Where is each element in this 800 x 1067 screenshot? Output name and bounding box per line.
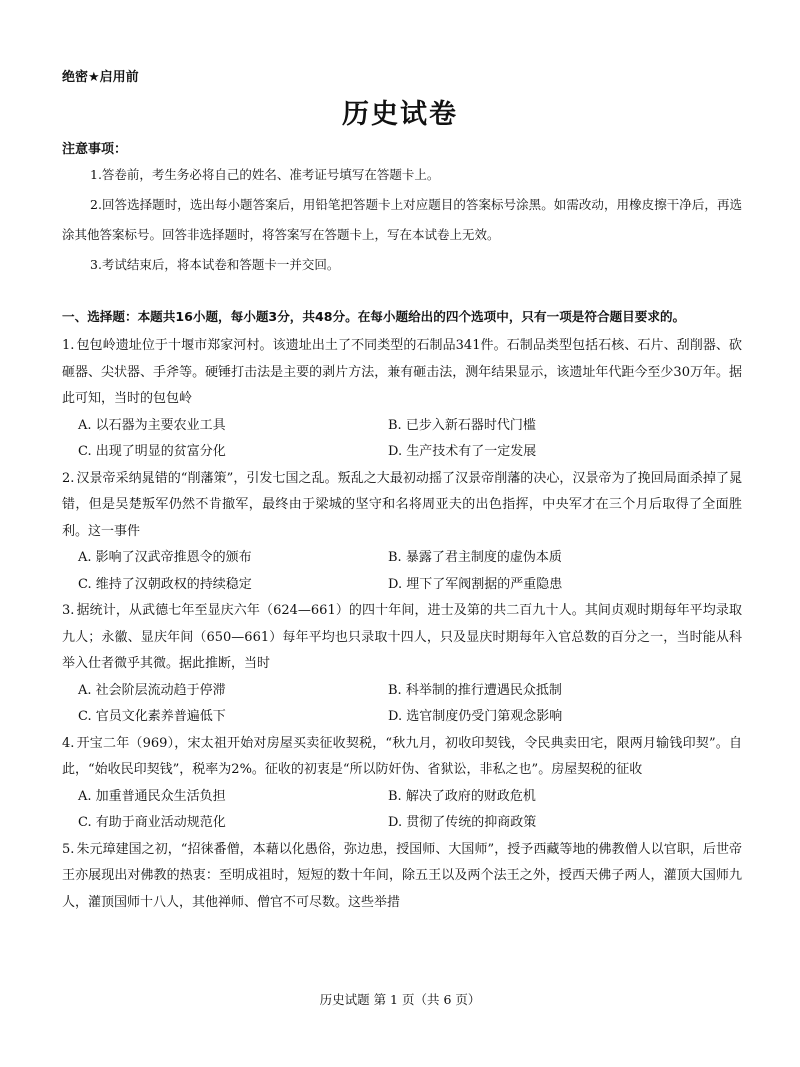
option-b: B. 已步入新石器时代门槛 (388, 417, 536, 433)
option-a: A. 加重普通民众生活负担 (78, 788, 226, 804)
question-stem (62, 466, 742, 546)
option-b: B. 解决了政府的财政危机 (388, 788, 536, 804)
notice-item: 2.回答选择题时，选出每小题答案后，用铅笔把答题卡上对应题目的答案标号涂黑。如需改动，用橡皮擦干净后，再选涂其他答案标号。回答非选择题时，将答案写在答题卡上，写在本试卷上无效。 (62, 197, 742, 242)
option-grid (62, 545, 742, 598)
notice-list (62, 160, 742, 280)
option-grid (62, 413, 742, 466)
option-b: B. 科举制的推行遭遇民众抵制 (388, 682, 562, 698)
option-a: A. 社会阶层流动趋于停滞 (78, 682, 226, 698)
option-d: D. 选官制度仍受门第观念影响 (388, 709, 563, 724)
question-text: 据统计，从武德七年至显庆六年（624—661）的四十年间，进士及第的共二百九十人。其间贞观时期每年平均录取九人；永徽、显庆年间（650—661）每年平均也只录取十四人，只及显庆时期每年入官总数的百分之一，当时能从科举入仕者微乎其微。据此推断，当时 (62, 603, 742, 671)
question-number: 3. (62, 603, 75, 618)
question-text: 汉景帝采纳晁错的“削藩策”，引发七国之乱。叛乱之大最初动摇了汉景帝削藩的决心，汉景帝为了挽回局面杀掉了晁错，但是吴楚叛军仍然不肯撤军，最终由于梁城的坚守和名将周亚夫的出色指挥，中央军才在三个月后取得了全面胜利。这一事件 (62, 470, 742, 539)
question-2 (62, 466, 742, 599)
question-5 (62, 837, 742, 917)
question-number: 4. (62, 735, 75, 751)
notice-item: 3.考试结束后，将本试卷和答题卡一并交回。 (90, 257, 340, 272)
notice-item: 1.答卷前，考生务必将自己的姓名、准考证号填写在答题卡上。 (90, 167, 440, 182)
option-c: C. 有助于商业活动规范化 (78, 815, 226, 830)
question-text: 朱元璋建国之初，“招徕番僧，本藉以化愚俗，弥边患，授国师、大国师”，授予西藏等地的佛教僧人以官职，后世帝王亦展现出对佛教的热衷：至明成祖时，短短的数十年间，除五王以及两个法王之外，授西天佛子两人，灌顶大国师九人，灌顶国师十八人，其他禅师、僧官不可尽数。这些举措 (62, 841, 742, 910)
page-title: 历史试卷 (342, 99, 458, 130)
question-number: 2. (62, 470, 75, 486)
option-c: C. 出现了明显的贫富分化 (78, 444, 226, 459)
question-text: 包包岭遗址位于十堰市郑家河村。该遗址出土了不同类型的石制品341件。石制品类型包括石核、石片、刮削器、砍砸器、尖状器、手斧等。硬锤打击法是主要的剥片方法，兼有砸击法，测年结果显示，该遗址年代距今至少30万年。据此可知，当时的包包岭 (62, 338, 742, 406)
question-stem (62, 837, 742, 917)
question-number: 5. (62, 841, 75, 857)
question-list (62, 333, 742, 916)
notice-heading: 注意事项： (62, 142, 128, 157)
confidential-label: 绝密★启用前 (62, 70, 139, 85)
question-stem (62, 598, 742, 678)
question-4 (62, 731, 742, 837)
option-d: D. 生产技术有了一定发展 (388, 444, 537, 459)
question-number: 1. (62, 338, 75, 353)
option-d: D. 埋下了军阀割据的严重隐患 (388, 576, 563, 592)
option-d: D. 贯彻了传统的抑商政策 (388, 815, 537, 830)
question-text: 开宝二年（969），宋太祖开始对房屋买卖征收契税，“秋九月，初收印契钱，令民典卖田宅，限两月输钱印契”。自此，“始收民印契钱”，税率为2%。征收的初衷是“所以防奸伪、省狱讼，非私之也”。房屋契税的征收 (62, 735, 742, 777)
option-c: C. 官员文化素养普遍低下 (78, 709, 226, 724)
option-b: B. 暴露了君主制度的虚伪本质 (388, 550, 562, 565)
option-grid (62, 678, 742, 731)
question-stem (62, 731, 742, 784)
question-stem (62, 333, 742, 413)
option-a: A. 以石器为主要农业工具 (78, 417, 226, 433)
page-footer: 历史试题 第 1 页（共 6 页） (319, 992, 481, 1007)
question-3 (62, 598, 742, 731)
section-heading: 一、选择题：本题共16小题，每小题3分，共48分。在每小题给出的四个选项中，只有一项是符合题目要求的。 (62, 309, 686, 324)
option-a: A. 影响了汉武帝推恩令的颁布 (78, 550, 252, 565)
question-1 (62, 333, 742, 466)
option-c: C. 维持了汉朝政权的持续稳定 (78, 576, 252, 592)
option-grid (62, 784, 742, 837)
